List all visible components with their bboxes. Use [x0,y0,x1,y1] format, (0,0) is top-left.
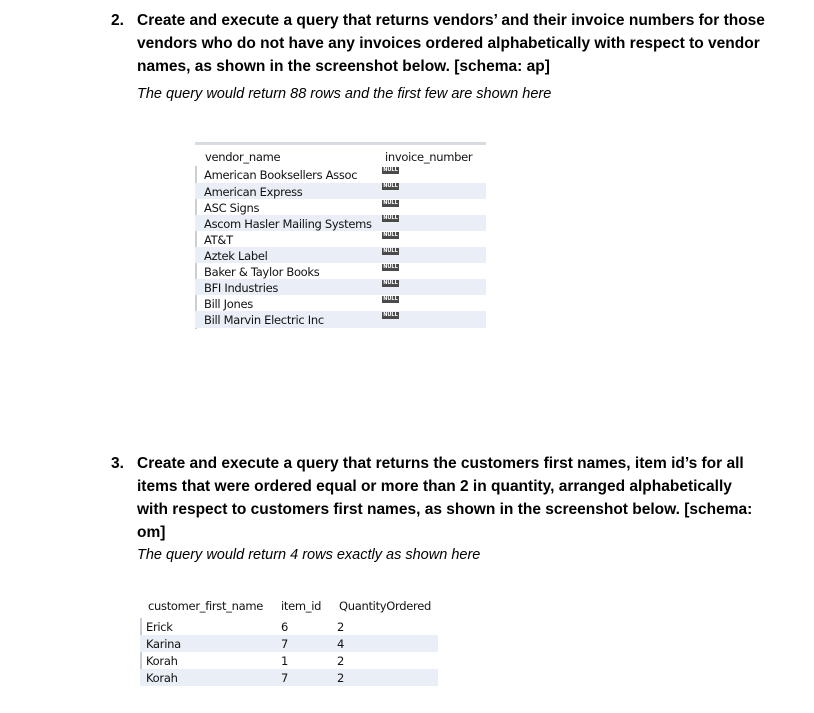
customer-name-cell: Erick [146,620,173,634]
vendor-name-cell: BFI Industries [204,281,279,295]
table-row[interactable] [195,311,486,328]
column-header-invoice-number[interactable]: invoice_number [385,150,473,164]
customer-results-grid [140,594,438,686]
vendor-name-cell: Baker & Taylor Books [204,265,320,279]
table-row[interactable] [140,652,438,669]
null-badge: NULL [383,296,398,302]
null-badge: NULL [383,215,398,221]
vendor-name-cell: Bill Jones [204,297,253,311]
table-row[interactable] [140,618,438,635]
column-header-quantity-ordered[interactable]: QuantityOrdered [339,599,431,613]
question-2-line-2: vendors who do not have any invoices ordered alphabetically with respect to vendor [137,35,760,52]
vendor-name-cell: American Booksellers Assoc [204,168,358,182]
quantity-cell: 4 [337,637,345,651]
question-3-line-3: with respect to customers first names, as shown in the screenshot below. [schema: [137,501,753,518]
null-badge: NULL [383,167,398,173]
customer-name-cell: Karina [146,637,181,651]
customer-name-cell: Korah [146,654,178,668]
null-badge: NULL [383,312,398,318]
item-id-cell: 7 [281,637,289,651]
null-badge: NULL [383,183,398,189]
question-2 [111,9,791,78]
question-3-line-1: Create and execute a query that returns the customers first names, item id’s for all [137,455,744,472]
null-badge: NULL [383,280,398,286]
question-2-number: 2. [111,12,124,29]
question-2-note: The query would return 88 rows and the first few are shown here [137,86,552,102]
table-row[interactable] [140,635,438,652]
vendor-name-cell: ASC Signs [204,201,260,215]
question-3-line-2: items that were ordered equal or more than 2 in quantity, arranged alphabetically [137,478,732,495]
column-header-item-id[interactable]: item_id [281,599,322,613]
item-id-cell: 7 [281,671,289,685]
column-header-customer-first-name[interactable]: customer_first_name [148,599,264,613]
question-3-note: The query would return 4 rows exactly as shown here [137,547,481,563]
vendor-name-cell: Aztek Label [204,249,268,263]
table-row[interactable] [195,215,486,231]
quantity-cell: 2 [337,654,345,668]
item-id-cell: 6 [281,620,289,634]
null-badge: NULL [383,232,398,238]
vendor-name-cell: Bill Marvin Electric Inc [204,313,324,327]
table-row[interactable] [195,199,486,215]
table-row[interactable] [140,669,438,686]
question-3-number: 3. [111,455,124,472]
customer-name-cell: Korah [146,671,178,685]
null-badge: NULL [383,200,398,206]
table-row[interactable] [195,247,486,263]
column-header-vendor-name[interactable]: vendor_name [205,150,281,164]
vendor-name-cell: AT&T [204,233,233,247]
table-row[interactable] [195,166,486,183]
table-row[interactable] [195,183,486,199]
grid-header [140,594,438,618]
vendor-name-cell: American Express [204,185,303,199]
vendor-name-cell: Ascom Hasler Mailing Systems [204,217,372,231]
question-2-line-3: names, as shown in the screenshot below. [schema: ap] [137,58,550,75]
quantity-cell: 2 [337,620,345,634]
item-id-cell: 1 [281,654,289,668]
question-2-line-1: Create and execute a query that returns vendors’ and their invoice numbers for those [137,12,765,29]
table-row[interactable] [195,263,486,279]
vendor-results-grid [195,142,486,330]
table-row[interactable] [195,279,486,295]
table-row[interactable] [195,231,486,247]
question-3 [111,452,791,544]
grid-header [195,142,486,167]
null-badge: NULL [383,264,398,270]
table-row[interactable] [195,295,486,311]
quantity-cell: 2 [337,671,345,685]
question-3-line-4: om] [137,524,166,541]
null-badge: NULL [383,248,398,254]
